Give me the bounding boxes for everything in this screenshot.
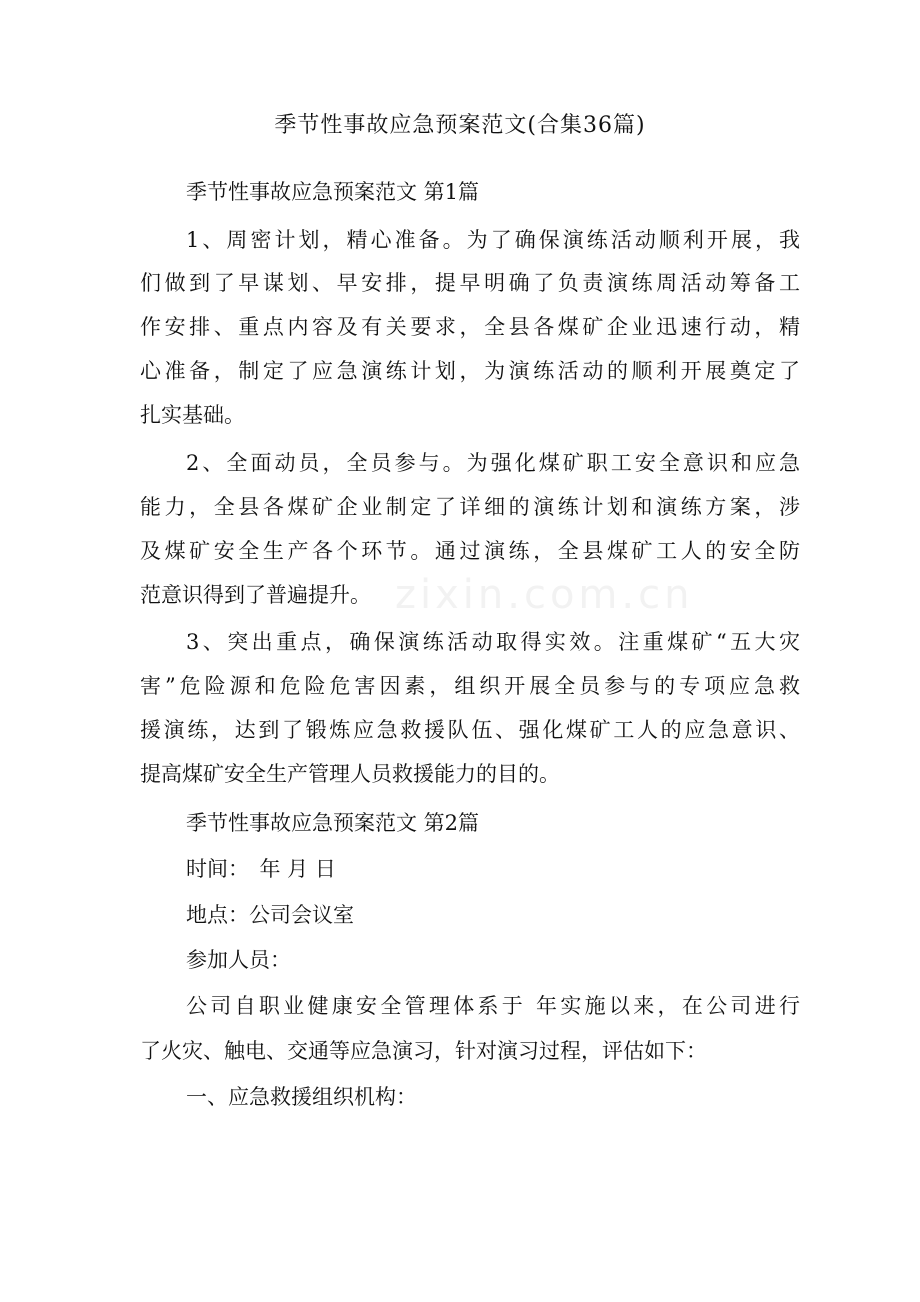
paragraph-line: 作安排、重点内容及有关要求，全县各煤矿企业迅速行动，精 xyxy=(140,315,800,339)
paragraph-line: 范意识得到了普遍提升。 xyxy=(140,583,371,607)
watermark: zixin.com.cn xyxy=(395,572,694,618)
paragraph-line: 们做到了早谋划、早安排，提早明确了负责演练周活动筹备工 xyxy=(140,271,800,295)
document-title: 季节性事故应急预案范文(合集36篇) xyxy=(274,113,646,138)
paragraph-line: 心准备，制定了应急演练计划，为演练活动的顺利开展奠定了 xyxy=(140,359,800,383)
paragraph-line: 2、全面动员，全员参与。为强化煤矿职工安全意识和应急 xyxy=(186,451,800,475)
paragraph-line: 及煤矿安全生产各个环节。通过演练，全县煤矿工人的安全防 xyxy=(140,539,800,563)
field-time: 时间： 年 月 日 xyxy=(186,857,336,881)
paragraph-line: 提高煤矿安全生产管理人员救援能力的目的。 xyxy=(140,762,560,786)
section-heading: 季节性事故应急预案范文 第1篇 xyxy=(186,180,480,204)
paragraph-line: 1、周密计划，精心准备。为了确保演练活动顺利开展，我 xyxy=(186,228,800,252)
paragraph-line: 公司自职业健康安全管理体系于 年实施以来，在公司进行 xyxy=(186,994,800,1018)
paragraph-line: 援演练，达到了锻炼应急救援队伍、强化煤矿工人的应急意识、 xyxy=(140,718,800,742)
paragraph-line: 3、突出重点，确保演练活动取得实效。注重煤矿“五大灾 xyxy=(186,630,800,654)
section-heading: 季节性事故应急预案范文 第2篇 xyxy=(186,811,480,835)
subsection-heading: 一、应急救援组织机构： xyxy=(186,1085,417,1109)
paragraph-line: 扎实基础。 xyxy=(140,403,245,427)
paragraph-line: 了火灾、触电、交通等应急演习，针对演习过程，评估如下： xyxy=(140,1039,707,1063)
field-attendees: 参加人员： xyxy=(186,948,291,972)
paragraph-line: 害”危险源和危险危害因素，组织开展全员参与的专项应急救 xyxy=(140,674,800,698)
field-location: 地点：公司会议室 xyxy=(186,903,354,927)
paragraph-line: 能力，全县各煤矿企业制定了详细的演练计划和演练方案，涉 xyxy=(140,495,800,519)
